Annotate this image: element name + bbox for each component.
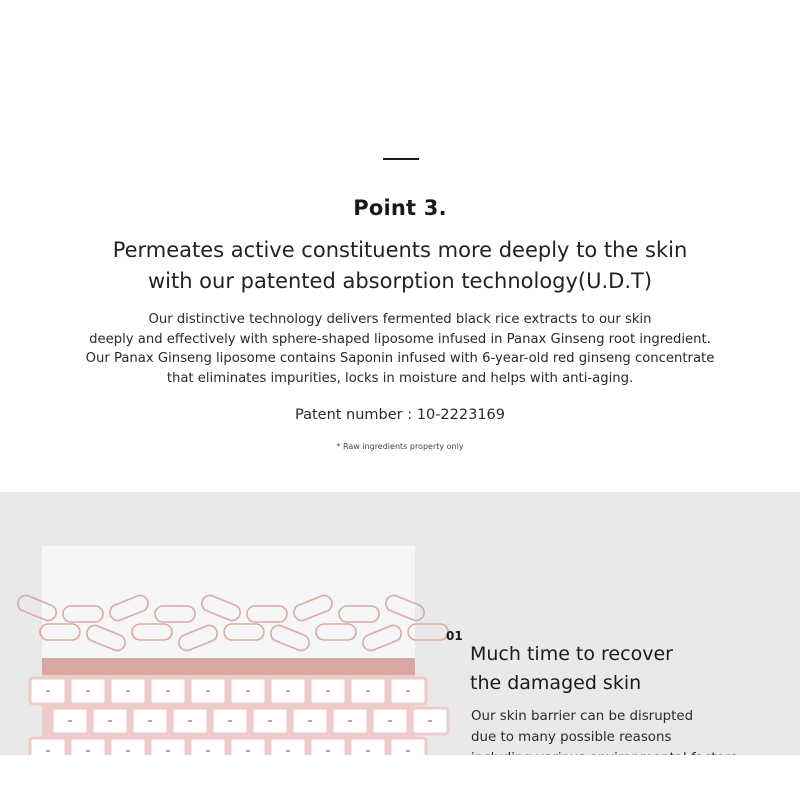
description-line: that eliminates impurities, locks in moisture and helps with anti-aging.	[166, 370, 634, 386]
section-number: 01	[446, 629, 463, 643]
cell-nucleus	[126, 750, 130, 752]
description-line: deeply and effectively with sphere-shaped liposome infused in Panax Ginseng root ingredient.	[89, 331, 711, 347]
cell-nucleus	[348, 720, 352, 722]
point-description	[0, 310, 800, 388]
description-line: Our distinctive technology delivers fermented black rice extracts to our skin	[148, 312, 652, 327]
section-body-line: Our skin barrier can be disrupted	[471, 709, 694, 724]
section-title-line: Much time to recover	[470, 643, 673, 665]
cell-nucleus	[86, 690, 90, 692]
cell-nucleus	[46, 750, 50, 752]
page-bottom-blank	[0, 755, 800, 800]
cell-nucleus	[206, 690, 210, 692]
cell-nucleus	[286, 690, 290, 692]
cell-nucleus	[206, 750, 210, 752]
cell-nucleus	[246, 690, 250, 692]
cell-nucleus	[246, 750, 250, 752]
cell-nucleus	[126, 690, 130, 692]
cell-nucleus	[268, 720, 272, 722]
divider-dash	[383, 158, 419, 160]
patent-number: Patent number : 10-2223169	[294, 407, 506, 423]
headline-line: Permeates active constituents more deeply to the skin	[112, 238, 688, 262]
section-body-line: due to many possible reasons	[471, 730, 672, 745]
cell-nucleus	[406, 750, 410, 752]
cell-nucleus	[188, 720, 192, 722]
skin-barrier-illustration	[42, 546, 415, 755]
cell-nucleus	[166, 690, 170, 692]
cell-nucleus	[86, 750, 90, 752]
footnote: * Raw ingredients property only	[336, 442, 464, 451]
cell-nucleus	[46, 690, 50, 692]
cell-layer	[30, 675, 448, 764]
barrier-band	[42, 658, 415, 675]
cell-nucleus	[366, 750, 370, 752]
skin-layers-svg	[42, 546, 415, 755]
cell-nucleus	[366, 690, 370, 692]
section-title-line: the damaged skin	[470, 672, 642, 694]
cell-nucleus	[308, 720, 312, 722]
headline-line: with our patented absorption technology(U.D.T)	[147, 269, 653, 293]
cell-nucleus	[166, 750, 170, 752]
description-line: Our Panax Ginseng liposome contains Saponin infused with 6-year-old red ginseng concentrate	[85, 351, 715, 367]
cell-nucleus	[326, 750, 330, 752]
cell-nucleus	[228, 720, 232, 722]
section-title	[470, 640, 673, 698]
feature-band	[0, 492, 800, 755]
point-title: Point 3.	[353, 196, 447, 220]
cell-nucleus	[388, 720, 392, 722]
point-headline	[0, 235, 800, 297]
cell-nucleus	[148, 720, 152, 722]
cell-nucleus	[108, 720, 112, 722]
cell-nucleus	[428, 720, 432, 722]
cell-nucleus	[326, 690, 330, 692]
cell-nucleus	[406, 690, 410, 692]
cell-nucleus	[68, 720, 72, 722]
cell-nucleus	[286, 750, 290, 752]
